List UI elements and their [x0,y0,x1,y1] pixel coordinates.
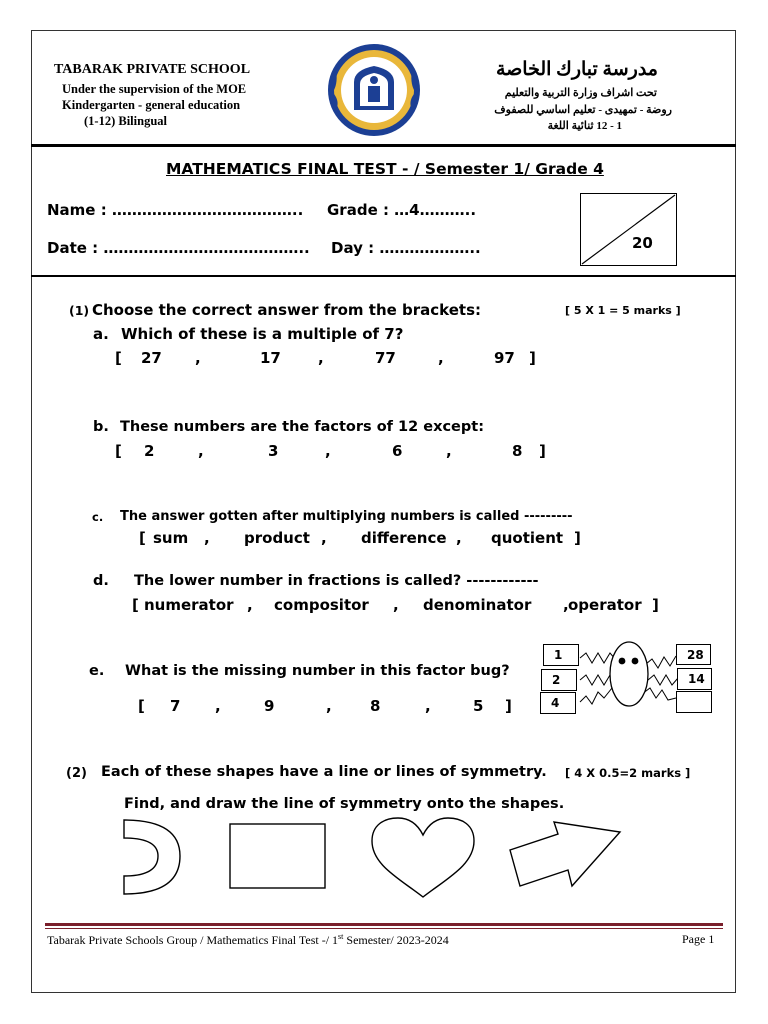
bilingual-ar: 1 - 12 ثنائية اللغة [547,120,622,132]
q1b-label: b. [93,419,109,435]
q1b-bracket-open: [ [115,442,122,460]
q1a-separator: , [438,349,444,367]
q1e-option-4: 5 [473,697,484,715]
bilingual-en: (1-12) Bilingual [84,114,167,128]
shape-rectangle[interactable] [229,823,326,889]
q1c-label: c. [92,510,104,524]
bug-left-box-1: 1 [543,644,579,666]
q1b-option-2: 3 [268,442,279,460]
q1b-option-3: 6 [392,442,403,460]
shape-heart[interactable] [370,817,476,899]
q1e-label: e. [89,663,105,679]
q1e-question: What is the missing number in this factor bug? [125,663,510,679]
q1c-option-2: product [244,529,310,547]
q1c-separator: , [321,529,327,547]
q2-prompt: Each of these shapes have a line or lines of symmetry. [101,764,547,780]
footer-text-tail: Semester/ 2023-2024 [343,933,449,947]
footer-superscript: st [338,932,344,941]
q1d-separator: , [393,596,399,614]
q1a-bracket-close: ] [529,349,536,367]
q1c-option-4: quotient [491,529,564,547]
q1-marks: [ 5 X 1 = 5 marks ] [565,304,681,317]
bug-left-box-3: 4 [540,692,576,714]
q1-number: (1) [69,303,90,318]
q1b-separator: , [446,442,452,460]
page-number: Page 1 [682,932,715,946]
q1e-separator: , [215,697,221,715]
q1e-bracket-open: [ [138,697,145,715]
q1a-bracket-open: [ [115,349,122,367]
q1d-separator: , [247,596,253,614]
q1d-bracket-close: ] [652,596,659,614]
test-title: MATHEMATICS FINAL TEST - / Semester 1/ Grade 4 [166,160,604,178]
bug-right-box-3-answer[interactable] [676,691,712,713]
q1-prompt: Choose the correct answer from the brackets: [92,301,482,319]
school-name-en: TABARAK PRIVATE SCHOOL [54,62,251,77]
levels-en: Kindergarten - general education [62,98,241,112]
q1c-option-3: difference [361,529,447,547]
footer-text [47,932,449,948]
q1d-separator: , [563,596,569,614]
school-name-ar: مدرسة تبارك الخاصة [495,59,658,80]
school-logo [324,40,424,140]
q1c-question: The answer gotten after multiplying numbers is called --------- [120,509,573,524]
footer-rule [45,923,723,926]
q1d-label: d. [93,573,109,589]
q1a-option-3: 77 [375,349,396,367]
q1a-option-1: 27 [141,349,162,367]
q1d-option-2: compositor [274,596,369,614]
q2-number: (2) [66,766,87,781]
supervision-ar: تحت اشراف وزارة التربية والتعليم [504,87,657,99]
info-divider [31,275,736,277]
q1a-option-2: 17 [260,349,281,367]
q1e-bracket-close: ] [505,697,512,715]
q1e-separator: , [326,697,332,715]
date-field: Date : ………………………………….. [47,239,310,257]
q1a-separator: , [195,349,201,367]
bug-right-box-1: 28 [676,644,711,665]
shape-arrow[interactable] [508,810,628,888]
q1a-question: Which of these is a multiple of 7? [121,325,404,343]
q2-instruction: Find, and draw the line of symmetry onto the shapes. [124,796,565,812]
score-box-diagonal [580,193,677,266]
q1e-option-1: 7 [170,697,181,715]
q1b-separator: , [198,442,204,460]
q1d-option-3: denominator [423,596,532,614]
header-divider [31,144,736,147]
q2-marks: [ 4 X 0.5=2 marks ] [565,766,691,780]
footer-text-main: Tabarak Private Schools Group / Mathematics Final Test -/ 1 [47,933,339,947]
q1b-question: These numbers are the factors of 12 except: [120,419,484,435]
q1a-option-4: 97 [494,349,515,367]
q1d-bracket-open: [ [132,596,139,614]
levels-ar: روضة - تمهيدى - تعليم اساسي للصفوف [494,104,672,116]
supervision-en: Under the supervision of the MOE [62,82,247,96]
q1c-separator: , [456,529,462,547]
score-total: 20 [632,234,653,252]
q1a-separator: , [318,349,324,367]
q1d-option-4: operator [568,596,642,614]
q1d-question: The lower number in fractions is called? ------------ [134,573,539,589]
q1e-option-3: 8 [370,697,381,715]
shape-semicircle-arc[interactable] [118,818,188,898]
day-field: Day : ……………….. [331,239,481,257]
q1b-bracket-close: ] [539,442,546,460]
grade-field: Grade : …4……….. [327,201,477,219]
bug-right-box-2: 14 [677,668,712,690]
q1c-separator: , [204,529,210,547]
q1a-label: a. [93,325,109,343]
q1c-option-1: sum [153,529,189,547]
footer-rule-thin [45,928,723,929]
q1e-option-2: 9 [264,697,275,715]
q1b-option-1: 2 [144,442,155,460]
q1d-option-1: numerator [144,596,234,614]
name-field: Name : ……………………………….. [47,201,304,219]
q1b-separator: , [325,442,331,460]
q1c-bracket-open: [ [139,529,146,547]
q1b-option-4: 8 [512,442,523,460]
bug-left-box-2: 2 [541,669,577,691]
q1e-separator: , [425,697,431,715]
q1c-bracket-close: ] [574,529,581,547]
